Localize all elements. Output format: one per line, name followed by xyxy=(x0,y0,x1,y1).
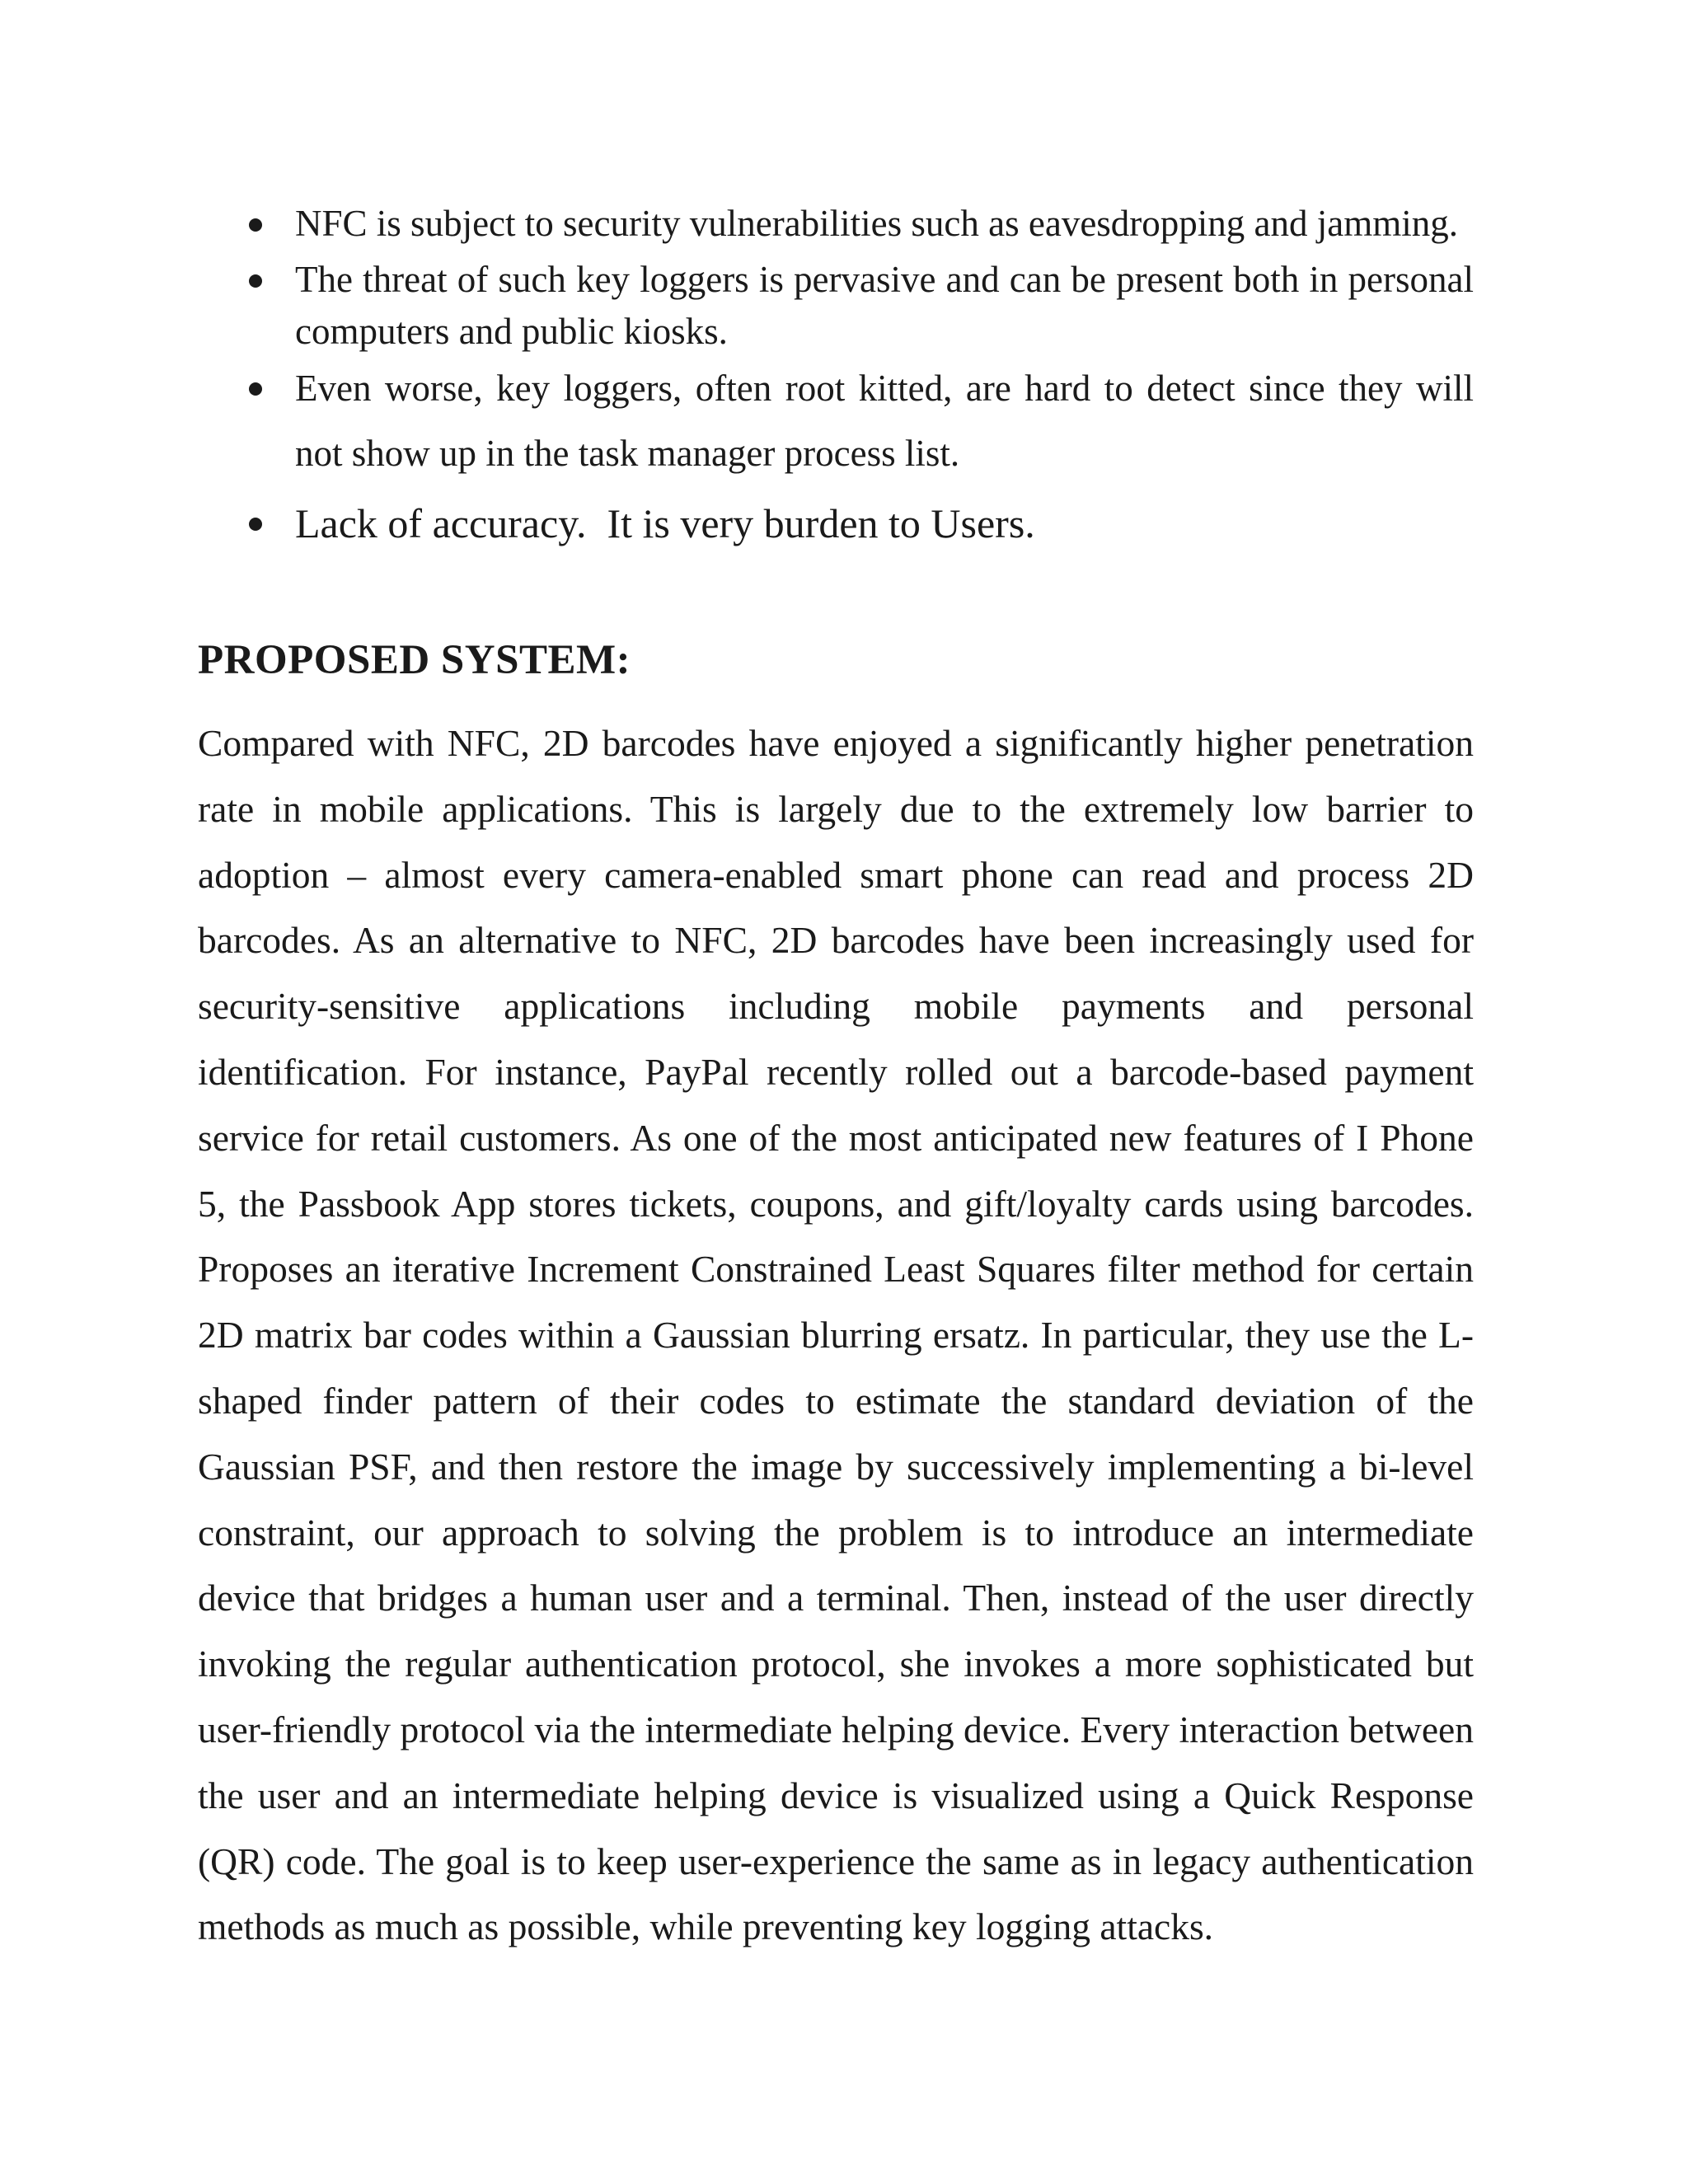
bullet-dot-icon xyxy=(249,382,262,396)
bullet-item xyxy=(198,494,1474,552)
bullet-text: NFC is subject to security vulnerabilities such as eavesdropping and jamming. xyxy=(295,203,1458,244)
bullet-item xyxy=(198,254,1474,358)
bullet-dot-icon xyxy=(249,274,262,288)
bullet-dot-icon xyxy=(249,518,262,531)
section-heading: PROPOSED SYSTEM: xyxy=(198,637,631,683)
body-paragraph: Compared with NFC, 2D barcodes have enjoyed a significantly higher penetration rate in mobile applications. This is largely due to the extremely low barrier to adoption – almost every camera-enabled smart phone can read and process 2D barcodes. As an alternative to NFC, 2D barcodes have been increasingly used for security-sensitive applications including mobile payments and personal identification. For instance, PayPal recently rolled out a barcode-based payment service for retail customers. As one of the most anticipated new features of I Phone 5, the Passbook App stores tickets, coupons, and gift/loyalty cards using barcodes. Proposes an iterative Increment Constrained Least Squares filter method for certain 2D matrix bar codes within a Gaussian blurring ersatz. In particular, they use the L-shaped finder pattern of their codes to estimate the standard deviation of the Gaussian PSF, and then restore the image by successively implementing a bi-level constraint, our approach to solving the problem is to introduce an intermediate device that bridges a human user and a terminal. Then, instead of the user directly invoking the regular authentication protocol, she invokes a more sophisticated but user-friendly protocol via the intermediate helping device. Every interaction between the user and an intermediate helping device is visualized using a Quick Response (QR) code. The goal is to keep user-experience the same as in legacy authentication methods as much as possible, while preventing key logging attacks. xyxy=(198,722,1474,1948)
bullet-text: The threat of such key loggers is pervasive and can be present both in personal computers and public kiosks. xyxy=(295,259,1474,352)
bullet-item xyxy=(198,198,1474,250)
bullet-list xyxy=(198,198,1474,552)
bullet-item xyxy=(198,356,1474,486)
bullet-text: Even worse, key loggers, often root kitted, are hard to detect since they will not show up in the task manager process list. xyxy=(295,368,1474,474)
bullet-dot-icon xyxy=(249,218,262,232)
bullet-text: Lack of accuracy. It is very burden to Users. xyxy=(295,500,1035,546)
